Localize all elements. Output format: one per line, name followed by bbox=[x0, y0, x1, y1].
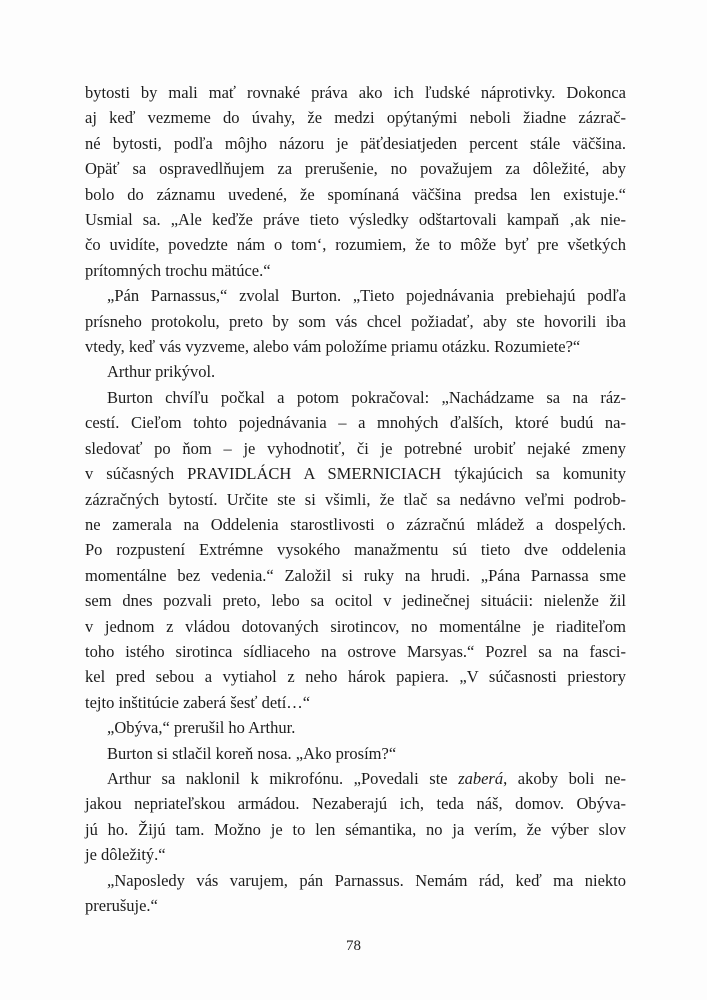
text-line: tejto inštitúcie zaberá šesť detí…“ bbox=[85, 692, 311, 712]
text-line: jakou nepriateľskou armádou. Nezaberajú ich, teda náš, domov. Obýva- bbox=[85, 794, 626, 814]
text-line: je dôležitý.“ bbox=[85, 845, 166, 865]
text-line: v súčasných PRAVIDLÁCH A SMERNICIACH týkajúcich sa komunity bbox=[85, 464, 626, 484]
paragraph bbox=[85, 385, 626, 715]
text-line: sledovať po ňom – je vyhodnotiť, či je potrebné urobiť nejaké zmeny bbox=[85, 438, 626, 458]
text-line: čo uvidíte, povedzte nám o tom‘, rozumiem, že to môže byť pre všetkých bbox=[85, 235, 626, 255]
text-line: „Pán Parnassus,“ zvolal Burton. „Tieto pojednávania prebiehajú podľa bbox=[107, 286, 626, 306]
text-line: toho istého sirotinca sídliaceho na ostrove Marsyas.“ Pozrel sa na fasci- bbox=[85, 641, 626, 661]
text-line: kel pred sebou a vytiahol z neho hárok papiera. „V súčasnosti priestory bbox=[85, 667, 626, 687]
text-line: momentálne bez vedenia.“ Založil si ruky na hrudi. „Pána Parnassa sme bbox=[85, 565, 626, 585]
page-number: 78 bbox=[346, 938, 361, 954]
text-line: bytosti by mali mať rovnaké práva ako ich ľudské náprotivky. Dokonca bbox=[85, 83, 626, 102]
text-line: prítomných trochu mätúce.“ bbox=[85, 260, 271, 280]
paragraph bbox=[85, 868, 626, 919]
text-segment: Arthur sa naklonil k mikrofónu. „Povedali ste bbox=[107, 768, 459, 788]
text-line: zázračných bytostí. Určite ste si všimli, že tlač sa nedávno veľmi podrob- bbox=[85, 489, 626, 509]
paragraph bbox=[85, 741, 626, 766]
text-line: v jednom z vládou dotovaných sirotincov, no momentálne je riaditeľom bbox=[85, 616, 626, 636]
text-block bbox=[85, 80, 626, 918]
text-segment: , akoby boli ne- bbox=[503, 768, 626, 788]
text-line: Burton si stlačil koreň nosa. „Ako prosím?“ bbox=[107, 743, 397, 763]
paragraph bbox=[85, 359, 626, 384]
text-line: prísneho protokolu, preto by som vás chcel požiadať, aby ste hovorili iba bbox=[85, 311, 626, 331]
text-line: Arthur prikývol. bbox=[107, 362, 216, 382]
text-line: sem dnes pozvali preto, lebo sa ocitol v jedinečnej situácii: nielenže žil bbox=[85, 591, 626, 611]
text-line: prerušuje.“ bbox=[85, 896, 158, 915]
text-line: bolo do záznamu uvedené, že spomínaná väčšina predsa len existuje.“ bbox=[85, 184, 626, 204]
text-line: „Obýva,“ prerušil ho Arthur. bbox=[107, 718, 296, 738]
text-line: aj keď vezmeme do úvahy, že medzi opýtanými neboli žiadne zázrač- bbox=[85, 108, 626, 128]
text-line: vtedy, keď vás vyzveme, alebo vám položíme priamu otázku. Rozumiete?“ bbox=[85, 337, 581, 357]
text-line: Po rozpustení Extrémne vysokého manažmentu sú tieto dve oddelenia bbox=[85, 540, 626, 560]
text-line: Usmial sa. „Ale keďže práve tieto výsledky odštartovali kampaň ‚ak nie- bbox=[85, 210, 626, 230]
text-line: né bytosti, podľa môjho názoru je päťdesiatjeden percent stále väčšina. bbox=[85, 133, 626, 153]
paragraph bbox=[85, 766, 626, 868]
text-line: cestí. Cieľom tohto pojednávania – a mnohých ďalších, ktoré budú na- bbox=[85, 413, 626, 433]
text-line: Opäť sa ospravedlňujem za prerušenie, no považujem za dôležité, aby bbox=[85, 159, 626, 179]
paragraph bbox=[85, 80, 626, 283]
paragraph bbox=[85, 715, 626, 740]
text-line: ne zamerala na Oddelenia starostlivosti o zázračnú mládež a dospelých. bbox=[85, 514, 626, 534]
text-line: jú ho. Žijú tam. Možno je to len sémantika, no ja verím, že výber slov bbox=[85, 819, 626, 839]
text-line: Burton chvíľu počkal a potom pokračoval: „Nachádzame sa na ráz- bbox=[107, 387, 626, 407]
emphasized-text: zaberá bbox=[458, 768, 504, 788]
text-line bbox=[85, 766, 626, 791]
text-line: „Naposledy vás varujem, pán Parnassus. Nemám rád, keď ma niekto bbox=[107, 870, 626, 890]
paragraph bbox=[85, 283, 626, 359]
